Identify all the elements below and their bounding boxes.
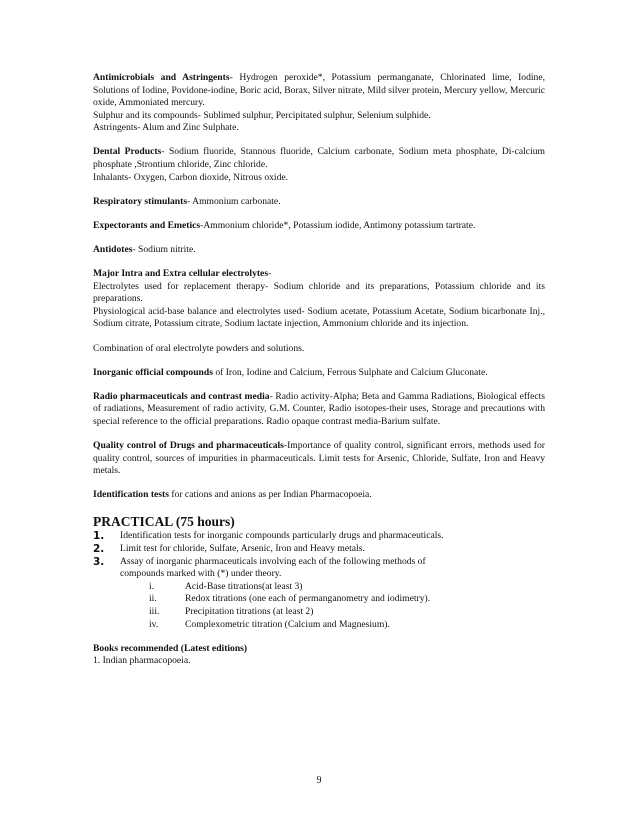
astringents-line: Astringents- Alum and Zinc Sulphate. (93, 122, 239, 134)
identification-text: for cations and anions as per Indian Pharmacopoeia. (168, 489, 372, 501)
inorganic-paragraph (93, 367, 545, 380)
titration-subitem (93, 619, 545, 632)
books-item: 1. Indian pharmacopoeia. (93, 655, 191, 667)
expectorants-paragraph (93, 220, 545, 233)
antidotes-text: - Sodium nitrite. (132, 243, 196, 255)
titration-subitem (93, 581, 545, 594)
antimicrobials-text: - Hydrogen peroxide*, Potassium permanganate, Chlorinated lime, Iodine, Solutions of Iodine, Povidone-iodine, Boric acid, Borax, Silver nitrate, Mild silver protein, Mercury yellow, Mercuric oxide, Ammoniated mercury. (93, 72, 545, 109)
subitem-text: Precipitation titrations (at least 2) (185, 605, 314, 617)
antimicrobials-heading: Antimicrobials and Astringents (93, 72, 230, 83)
practical-item (93, 543, 545, 556)
radio-heading: Radio pharmaceuticals and contrast media (93, 390, 270, 402)
subitem-text: Redox titrations (one each of permanganometry and iodimetry). (185, 593, 431, 605)
identification-heading: Identification tests (93, 489, 169, 501)
titration-subitem (93, 593, 545, 606)
page-number: 9 (316, 775, 322, 786)
electrolytes-heading-line (93, 268, 545, 281)
electrolytes-acid-base-text: Physiological acid-base balance and electrolytes used- Sodium acetate, Potassium Acetate, Sodium bicarbonate Inj., Sodium citrate, Potassium citrate, Sodium lactate injection, Ammonium chloride and its injection. (93, 305, 545, 330)
expectorants-text: -Ammonium chloride*, Potassium iodide, Antimony potassium tartrate. (200, 219, 476, 231)
subitem-text: Complexometric titration (Calcium and Magnesium). (185, 618, 390, 630)
subitem-number: i. (149, 580, 155, 592)
practical-item-text: Limit test for chloride, Sulfate, Arsenic, Iron and Heavy metals. (120, 542, 365, 554)
inorganic-text: of Iron, Iodine and Calcium, Ferrous Sulphate and Calcium Gluconate. (212, 366, 488, 378)
dental-text: - Sodium fluoride, Stannous fluoride, Calcium carbonate, Sodium meta phosphate, Di-calcium phosphate ,Strontium chloride, Zinc chloride. (93, 146, 545, 171)
expectorants-heading: Expectorants and Emetics (93, 219, 201, 231)
radio-paragraph (93, 391, 545, 429)
radio-text: - Radio activity-Alpha; Beta and Gamma Radiations, Biological effects of radiations, Measurement of radio activity, G.M. Counter, Radio isotopes-their uses, Storage and precautions with special reference to the official preparations. Radio opaque contrast media-Barium sulfate. (93, 390, 545, 427)
quality-text: -Importance of quality control, significant errors, methods used for quality control, sources of impurities in pharmaceuticals. Limit tests for Arsenic, Chloride, Sulfate, Iron and Heavy metals. (93, 439, 545, 477)
subitem-text: Acid-Base titrations(at least 3) (185, 580, 303, 592)
respiratory-heading: Respiratory stimulants (93, 195, 188, 207)
books-heading: Books recommended (Latest editions) (93, 642, 248, 654)
dental-heading: Dental Products (93, 146, 162, 158)
subitem-number: ii. (149, 593, 157, 605)
electrolytes-heading-suffix: - (268, 268, 272, 280)
inhalants-line: Inhalants- Oxygen, Carbon dioxide, Nitrous oxide. (93, 171, 289, 183)
subitem-number: iii. (149, 605, 160, 617)
practical-item-number: 3. (93, 555, 105, 568)
practical-item-number: 1. (93, 530, 105, 543)
subitem-number: iv. (149, 618, 159, 630)
practical-item (93, 530, 545, 543)
practical-item-number: 2. (93, 542, 105, 555)
electrolytes-heading: Major Intra and Extra cellular electrolytes (93, 268, 269, 280)
antidotes-paragraph (93, 244, 545, 257)
books-heading-line (93, 643, 545, 656)
quality-heading: Quality control of Drugs and pharmaceuticals (93, 439, 284, 451)
respiratory-paragraph (93, 196, 545, 209)
practical-item-text: Identification tests for inorganic compounds particularly drugs and pharmaceuticals. (120, 530, 444, 542)
antimicrobials-paragraph (93, 72, 545, 110)
oral-electrolyte-line: Combination of oral electrolyte powders and solutions. (93, 342, 305, 354)
page-content (93, 72, 545, 668)
practical-title: PRACTICAL (75 hours) (93, 514, 235, 530)
antidotes-heading: Antidotes (93, 243, 133, 255)
identification-paragraph (93, 489, 545, 502)
dental-paragraph (93, 146, 545, 171)
sulphur-line: Sulphur and its compounds- Sublimed sulphur, Percipitated sulphur, Selenium sulphide. (93, 109, 431, 121)
practical-item (93, 556, 545, 569)
electrolytes-replacement-text: Electrolytes used for replacement therapy- Sodium chloride and its preparations, Potassium chloride and its preparations. (93, 280, 545, 305)
titration-subitem (93, 606, 545, 619)
respiratory-text: - Ammonium carbonate. (187, 195, 281, 207)
practical-item-text: Assay of inorganic pharmaceuticals involving each of the following methods of (120, 555, 426, 567)
quality-paragraph (93, 440, 545, 478)
inorganic-heading: Inorganic official compounds (93, 366, 213, 378)
practical-item-continuation: compounds marked with (*) under theory. (120, 568, 282, 580)
